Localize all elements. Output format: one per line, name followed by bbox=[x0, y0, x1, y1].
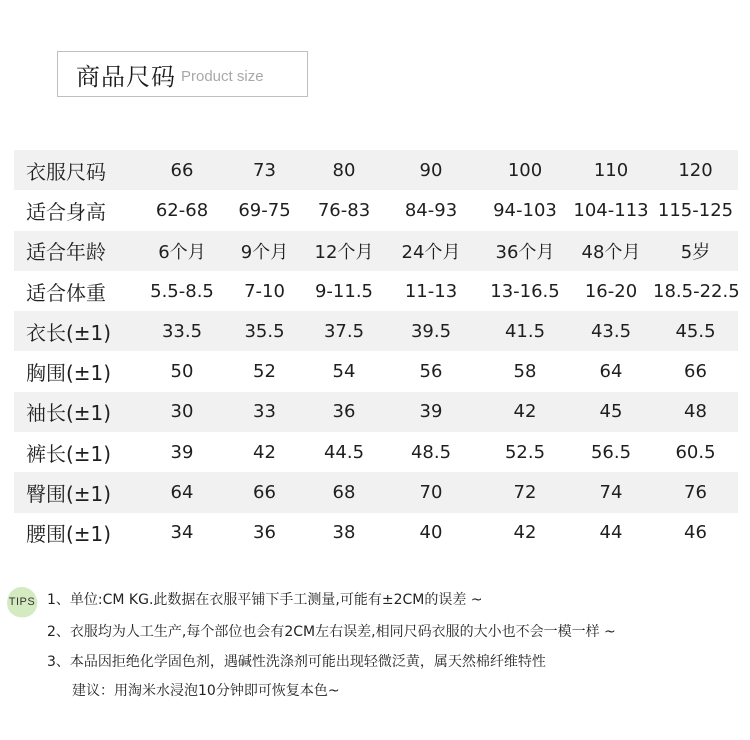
size-table-cell: 48.5 bbox=[410, 441, 452, 463]
size-table-cell: 54 bbox=[332, 361, 356, 383]
size-table-cell: 30 bbox=[170, 401, 194, 423]
size-table bbox=[14, 150, 738, 553]
size-table-cell: 64 bbox=[599, 361, 623, 383]
size-table-cell: 94-103 bbox=[493, 199, 557, 221]
row-label: 裤长(±1) bbox=[26, 441, 112, 466]
size-table-cell: 120 bbox=[678, 159, 713, 181]
size-table-row bbox=[14, 351, 738, 391]
tips-badge bbox=[4, 585, 40, 619]
size-table-cell: 38 bbox=[332, 522, 356, 544]
row-label: 衣服尺码 bbox=[26, 159, 106, 184]
size-table-cell: 36 bbox=[332, 401, 356, 423]
size-table-cell: 39.5 bbox=[410, 320, 452, 342]
size-table-cell: 84-93 bbox=[404, 199, 458, 221]
size-table-cell: 69-75 bbox=[238, 199, 291, 221]
note-2: 2、衣服均为人工生产,每个部位也会有2CM左右误差,相同尺码衣服的大小也不会一模一样 ~ bbox=[47, 624, 616, 640]
size-table-cell: 16-20 bbox=[584, 280, 638, 302]
size-table-row bbox=[14, 392, 738, 432]
row-label: 袖长(±1) bbox=[26, 401, 112, 426]
size-table-cell: 37.5 bbox=[323, 320, 365, 342]
size-table-cell: 48 bbox=[684, 401, 707, 423]
size-table-cell: 66 bbox=[170, 159, 194, 181]
size-table-cell: 45.5 bbox=[675, 320, 716, 342]
size-table-cell: 42 bbox=[513, 401, 537, 423]
size-table-row bbox=[14, 231, 738, 271]
size-table-cell: 11-13 bbox=[404, 280, 458, 302]
size-table-cell: 64 bbox=[170, 482, 194, 504]
size-table-cell: 66 bbox=[684, 361, 707, 383]
size-table-cell: 74 bbox=[599, 482, 623, 504]
size-table-cell: 35.5 bbox=[244, 320, 285, 342]
size-table-cell: 13-16.5 bbox=[490, 280, 560, 302]
size-table-cell: 39 bbox=[170, 441, 194, 463]
size-table-cell: 72 bbox=[513, 482, 537, 504]
size-table-cell: 76-83 bbox=[317, 199, 371, 221]
note-3: 3、本品因拒绝化学固色剂，遇碱性洗涤剂可能出现轻微泛黄，属天然棉纤维特性 bbox=[47, 654, 546, 670]
size-table-cell: 115-125 bbox=[657, 199, 734, 221]
size-table-cell: 24个月 bbox=[401, 241, 461, 263]
size-table-row bbox=[14, 513, 738, 553]
size-table-cell: 5岁 bbox=[680, 241, 711, 263]
size-table-cell: 6个月 bbox=[158, 241, 206, 263]
size-table-cell: 41.5 bbox=[504, 320, 546, 342]
size-table-cell: 56 bbox=[419, 361, 443, 383]
size-table-cell: 62-68 bbox=[155, 199, 209, 221]
product-size-title-box bbox=[57, 51, 308, 97]
size-table-cell: 104-113 bbox=[573, 199, 649, 221]
size-table-cell: 46 bbox=[684, 522, 707, 544]
size-table-cell: 68 bbox=[332, 482, 356, 504]
size-table-cell: 42 bbox=[253, 441, 276, 463]
size-table-row bbox=[14, 311, 738, 351]
note-1: 1、单位:CM KG.此数据在衣服平铺下手工测量,可能有±2CM的误差 ~ bbox=[47, 592, 483, 608]
size-table-cell: 70 bbox=[419, 482, 443, 504]
size-table-cell: 52 bbox=[253, 361, 276, 383]
row-label: 适合年龄 bbox=[26, 240, 106, 265]
size-table-cell: 12个月 bbox=[314, 241, 374, 263]
row-label: 胸围(±1) bbox=[26, 361, 112, 386]
size-table-cell: 44 bbox=[599, 522, 623, 544]
size-table-cell: 9-11.5 bbox=[314, 280, 374, 302]
size-table-cell: 18.5-22.5 bbox=[653, 280, 740, 302]
title-english: Product size bbox=[181, 67, 264, 85]
size-table-cell: 44.5 bbox=[323, 441, 365, 463]
size-table-row bbox=[14, 190, 738, 230]
size-table-cell: 42 bbox=[513, 522, 537, 544]
size-table-cell: 50 bbox=[170, 361, 194, 383]
size-table-row bbox=[14, 271, 738, 311]
tips-badge-label: TIPS bbox=[8, 596, 36, 608]
row-label: 臀围(±1) bbox=[26, 482, 112, 507]
row-label: 适合身高 bbox=[26, 199, 106, 224]
size-table-cell: 33 bbox=[253, 401, 276, 423]
size-table-cell: 48个月 bbox=[581, 241, 641, 263]
size-table-cell: 56.5 bbox=[590, 441, 632, 463]
size-table-cell: 58 bbox=[513, 361, 537, 383]
size-table-row bbox=[14, 432, 738, 472]
size-table-row bbox=[14, 150, 738, 190]
size-table-cell: 36 bbox=[253, 522, 276, 544]
size-table-cell: 39 bbox=[419, 401, 443, 423]
size-table-cell: 7-10 bbox=[244, 280, 285, 302]
size-table-cell: 5.5-8.5 bbox=[150, 280, 214, 302]
size-table-cell: 36个月 bbox=[495, 241, 555, 263]
row-label: 腰围(±1) bbox=[26, 522, 112, 547]
size-table-cell: 34 bbox=[170, 522, 194, 544]
size-table-cell: 80 bbox=[332, 159, 356, 181]
size-table-cell: 100 bbox=[507, 159, 543, 181]
size-table-row bbox=[14, 472, 738, 512]
size-table-cell: 33.5 bbox=[161, 320, 203, 342]
title-chinese: 商品尺码 bbox=[76, 62, 176, 91]
size-table-cell: 110 bbox=[593, 159, 629, 181]
size-table-cell: 9个月 bbox=[240, 241, 289, 263]
note-4: 建议：用淘米水浸泡10分钟即可恢复本色~ bbox=[72, 683, 340, 699]
size-table-cell: 73 bbox=[253, 159, 276, 181]
size-table-cell: 60.5 bbox=[675, 441, 716, 463]
size-table-cell: 45 bbox=[599, 401, 623, 423]
size-table-cell: 76 bbox=[684, 482, 707, 504]
size-table-cell: 43.5 bbox=[590, 320, 632, 342]
size-table-cell: 52.5 bbox=[504, 441, 546, 463]
size-table-cell: 40 bbox=[419, 522, 443, 544]
row-label: 适合体重 bbox=[26, 280, 106, 305]
row-label: 衣长(±1) bbox=[26, 320, 112, 345]
size-table-cell: 90 bbox=[419, 159, 443, 181]
size-table-cell: 66 bbox=[253, 482, 276, 504]
